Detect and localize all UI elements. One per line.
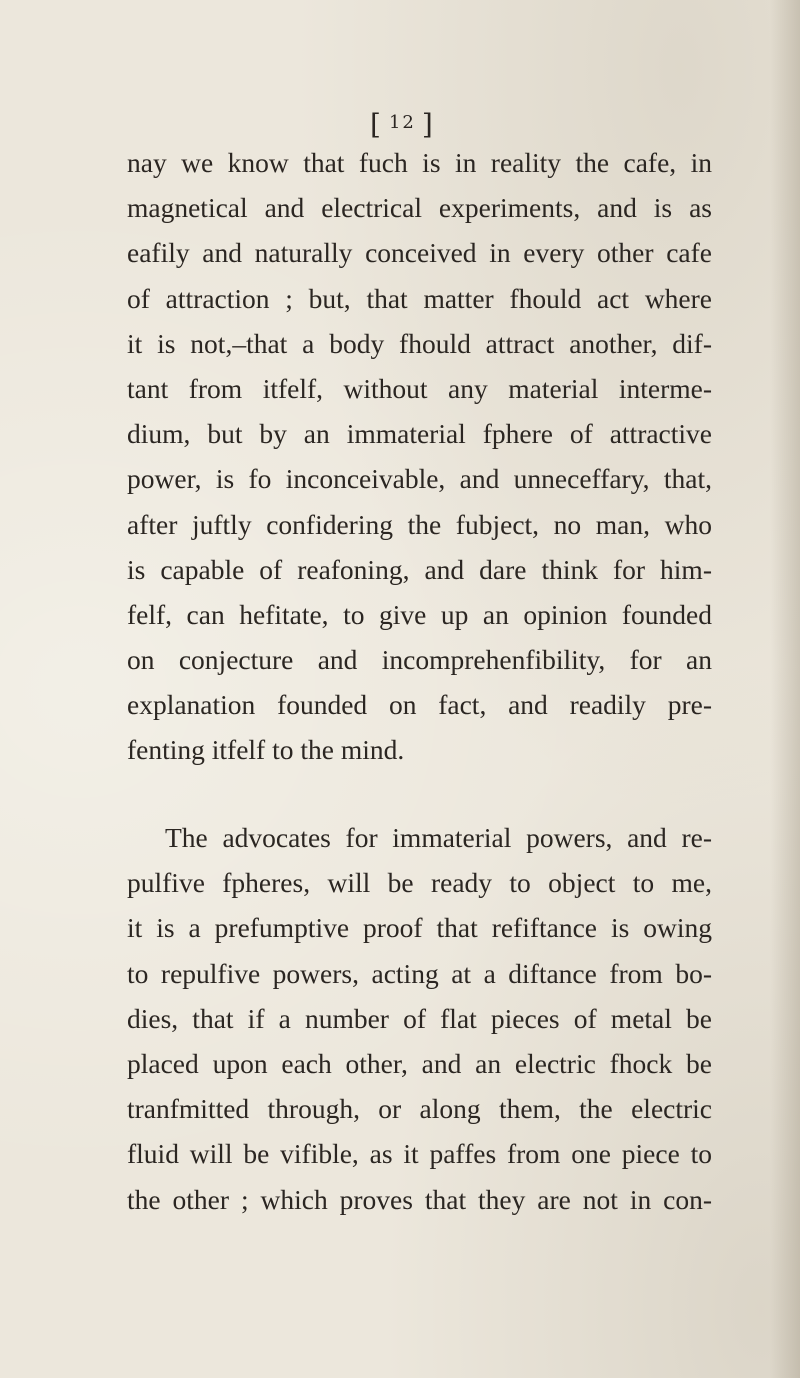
paragraph-2 (127, 815, 712, 1222)
text-line: after juftly confidering the fubject, no man, who (127, 508, 712, 540)
text-line: it is a prefumptive proof that refiftance is owing (127, 912, 712, 944)
text-line: placed upon each other, and an electric fhock be (127, 1047, 712, 1079)
text-line: is capable of reafoning, and dare think for him- (127, 553, 712, 585)
text-line: fluid will be vifible, as it paffes from one piece to (127, 1138, 712, 1170)
text-line: dium, but by an immaterial fphere of attractive (127, 418, 712, 450)
folio-number: 12 (388, 112, 416, 133)
paragraph-1 (127, 140, 712, 773)
text-line: of attraction ; but, that matter fhould act where (127, 282, 712, 314)
text-line: dies, that if a number of flat pieces of metal be (127, 1002, 712, 1034)
page-number (370, 108, 460, 141)
text-line: on conjecture and incomprehenfibility, for an (127, 644, 712, 676)
text-line: power, is fo inconceivable, and unneceffary, that, (127, 463, 712, 495)
folio-open-bracket: [ (370, 108, 385, 141)
text-line: felf, can hefitate, to give up an opinion founded (127, 598, 712, 630)
text-line: pulfive fpheres, will be ready to object to me, (127, 867, 712, 899)
folio-close-bracket: ] (421, 108, 437, 141)
text-line: to repulfive powers, acting at a diftance from bo- (127, 957, 712, 989)
text-line: tant from itfelf, without any material interme- (127, 372, 712, 404)
page-edge-shadow (770, 0, 800, 1378)
text-line: it is not,–that a body fhould attract another, dif- (127, 327, 712, 359)
text-line: the other ; which proves that they are not in con- (127, 1183, 712, 1215)
text-line: tranfmitted through, or along them, the electric (127, 1093, 712, 1125)
text-line: nay we know that fuch is in reality the cafe, in (127, 147, 712, 178)
text-line: The advocates for immaterial powers, and re- (165, 822, 712, 853)
text-line: magnetical and electrical experiments, and is as (127, 192, 712, 224)
text-line: eafily and naturally conceived in every other cafe (127, 237, 712, 269)
text-line: explanation founded on fact, and readily pre- (127, 689, 712, 721)
text-line: fenting itfelf to the mind. (127, 734, 405, 766)
